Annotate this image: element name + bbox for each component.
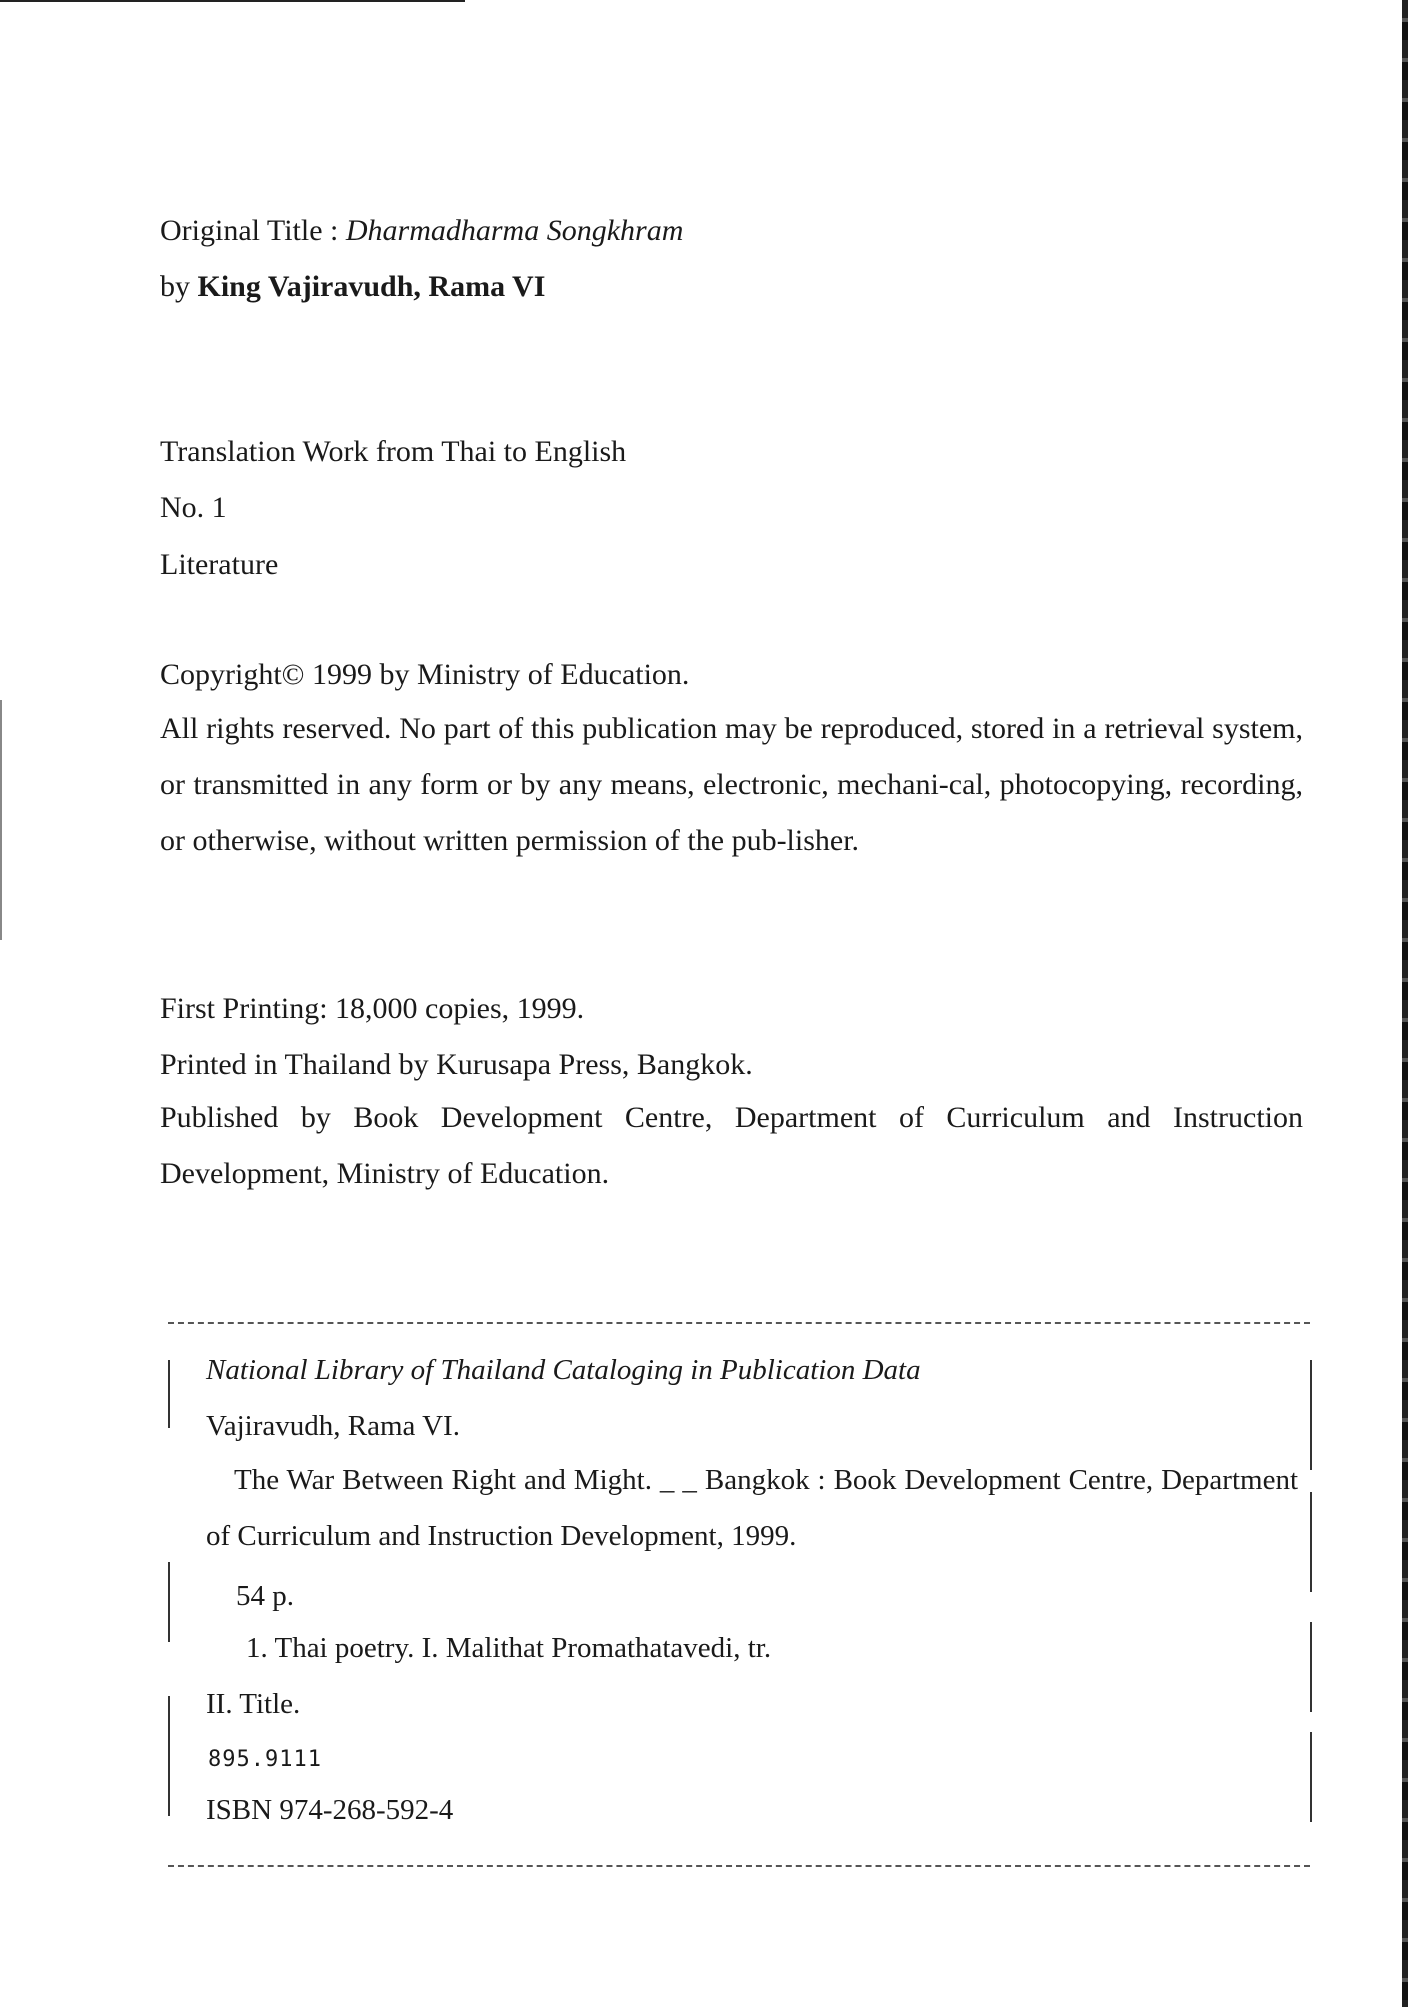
cataloging-data-box (168, 1322, 1310, 1867)
by-label: by (160, 270, 198, 303)
box-right-border (1310, 1622, 1312, 1712)
catalog-author: Vajiravudh, Rama VI. (206, 1410, 460, 1442)
original-title: Dharmadharma Songkhram (345, 214, 684, 247)
catalog-subject: 1. Thai poetry. I. Malithat Promathatavedi, tr. (246, 1632, 772, 1664)
rights-paragraph: All rights reserved. No part of this publication may be reproduced, stored in a retrieval system, or transmitted in any form or by any means, electronic, mechani-cal, photocopying, recording, or otherwise, without written permission of the pub-lisher. (160, 712, 1303, 857)
series-line-2: No. 1 (160, 491, 227, 524)
box-left-border (168, 1562, 170, 1642)
series-line-1: Translation Work from Thai to English (160, 435, 627, 468)
catalog-classification: 895.9111 (208, 1747, 322, 1772)
box-right-border (1310, 1360, 1312, 1470)
original-title-line (160, 211, 683, 251)
scan-left-mark (0, 700, 2, 940)
published-by-paragraph: Published by Book Development Centre, Department of Curriculum and Instruction Development, Ministry of Education. (160, 1101, 1303, 1190)
original-title-label: Original Title : (160, 214, 346, 247)
box-right-border (1310, 1732, 1312, 1822)
box-top-border (168, 1322, 1310, 1324)
box-left-border (168, 1360, 170, 1428)
printed-in-line: Printed in Thailand by Kurusapa Press, Bangkok. (160, 1048, 753, 1081)
box-left-border (168, 1696, 170, 1816)
scan-top-rule (0, 0, 465, 2)
copyright-line: Copyright© 1999 by Ministry of Education. (160, 658, 690, 691)
author-name: King Vajiravudh, Rama VI (197, 270, 546, 303)
catalog-title-note: II. Title. (206, 1688, 301, 1720)
box-bottom-border (168, 1865, 1310, 1867)
first-printing-line: First Printing: 18,000 copies, 1999. (160, 992, 585, 1025)
catalog-title-entry: The War Between Right and Might. _ _ Bangkok : Book Development Centre, Department of Curriculum and Instruction Development, 1999. (206, 1464, 1298, 1552)
catalog-heading: National Library of Thailand Cataloging in Publication Data (206, 1354, 921, 1386)
author-line (160, 267, 545, 307)
box-right-border (1310, 1492, 1312, 1592)
scan-right-edge (1402, 0, 1408, 2007)
series-line-3: Literature (160, 548, 279, 581)
catalog-pages: 54 p. (236, 1580, 294, 1612)
catalog-isbn: ISBN 974-268-592-4 (206, 1794, 454, 1826)
